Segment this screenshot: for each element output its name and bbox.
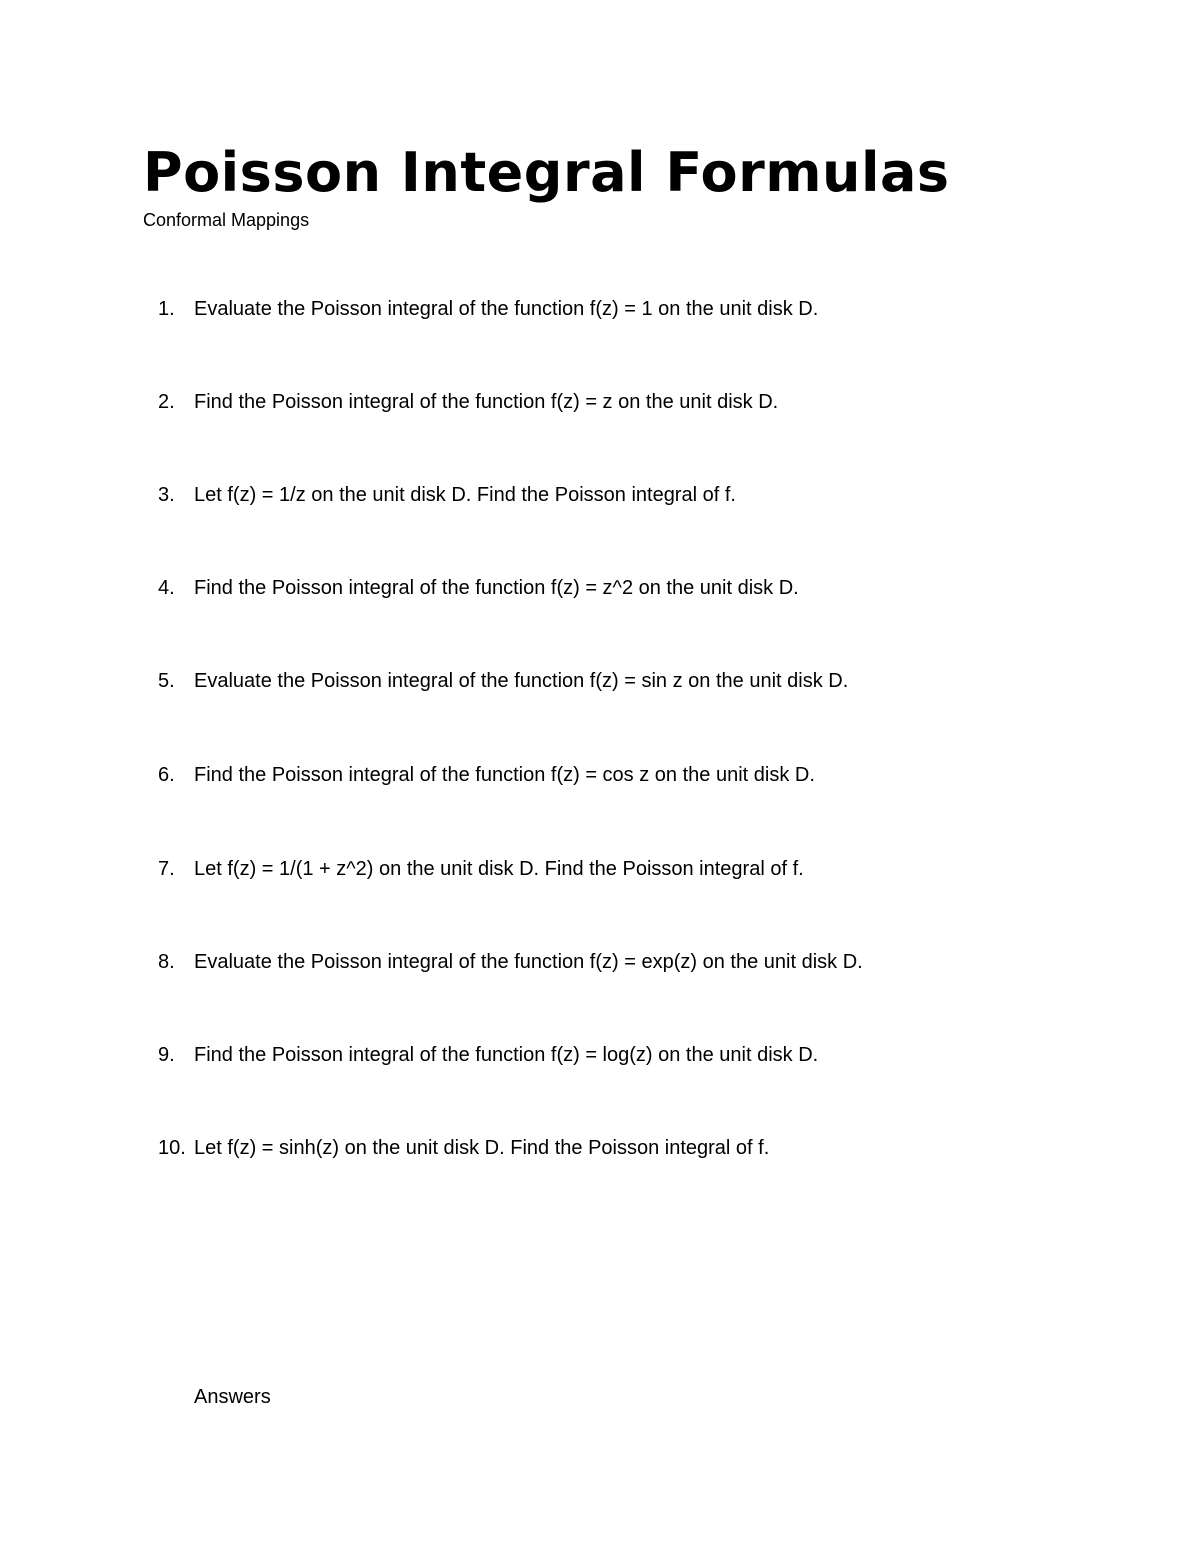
answers-heading: Answers: [194, 1386, 271, 1408]
question-text: Evaluate the Poisson integral of the function f(z) = exp(z) on the unit disk D.: [194, 951, 863, 973]
question-number: 3.: [158, 484, 175, 506]
page-subtitle: Conformal Mappings: [143, 210, 310, 230]
page-title: Poisson Integral Formulas: [143, 141, 950, 204]
question-number: 1.: [158, 298, 175, 320]
question-number: 2.: [158, 391, 175, 413]
question-text: Evaluate the Poisson integral of the function f(z) = 1 on the unit disk D.: [194, 298, 819, 320]
question-text: Let f(z) = 1/(1 + z^2) on the unit disk D. Find the Poisson integral of f.: [194, 858, 804, 880]
question-text: Find the Poisson integral of the function f(z) = z on the unit disk D.: [194, 391, 779, 413]
question-number: 5.: [158, 670, 175, 692]
question-number: 6.: [158, 764, 175, 786]
question-number: 4.: [158, 577, 175, 599]
question-number: 8.: [158, 951, 175, 973]
question-text: Let f(z) = sinh(z) on the unit disk D. Find the Poisson integral of f.: [194, 1137, 770, 1159]
question-text: Find the Poisson integral of the function f(z) = z^2 on the unit disk D.: [194, 577, 799, 599]
question-number: 10.: [158, 1137, 186, 1159]
question-text: Evaluate the Poisson integral of the function f(z) = sin z on the unit disk D.: [194, 670, 849, 692]
question-text: Let f(z) = 1/z on the unit disk D. Find the Poisson integral of f.: [194, 484, 736, 506]
question-text: Find the Poisson integral of the function f(z) = log(z) on the unit disk D.: [194, 1044, 819, 1066]
question-text: Find the Poisson integral of the function f(z) = cos z on the unit disk D.: [194, 764, 815, 786]
question-number: 9.: [158, 1044, 175, 1066]
question-number: 7.: [158, 858, 175, 880]
